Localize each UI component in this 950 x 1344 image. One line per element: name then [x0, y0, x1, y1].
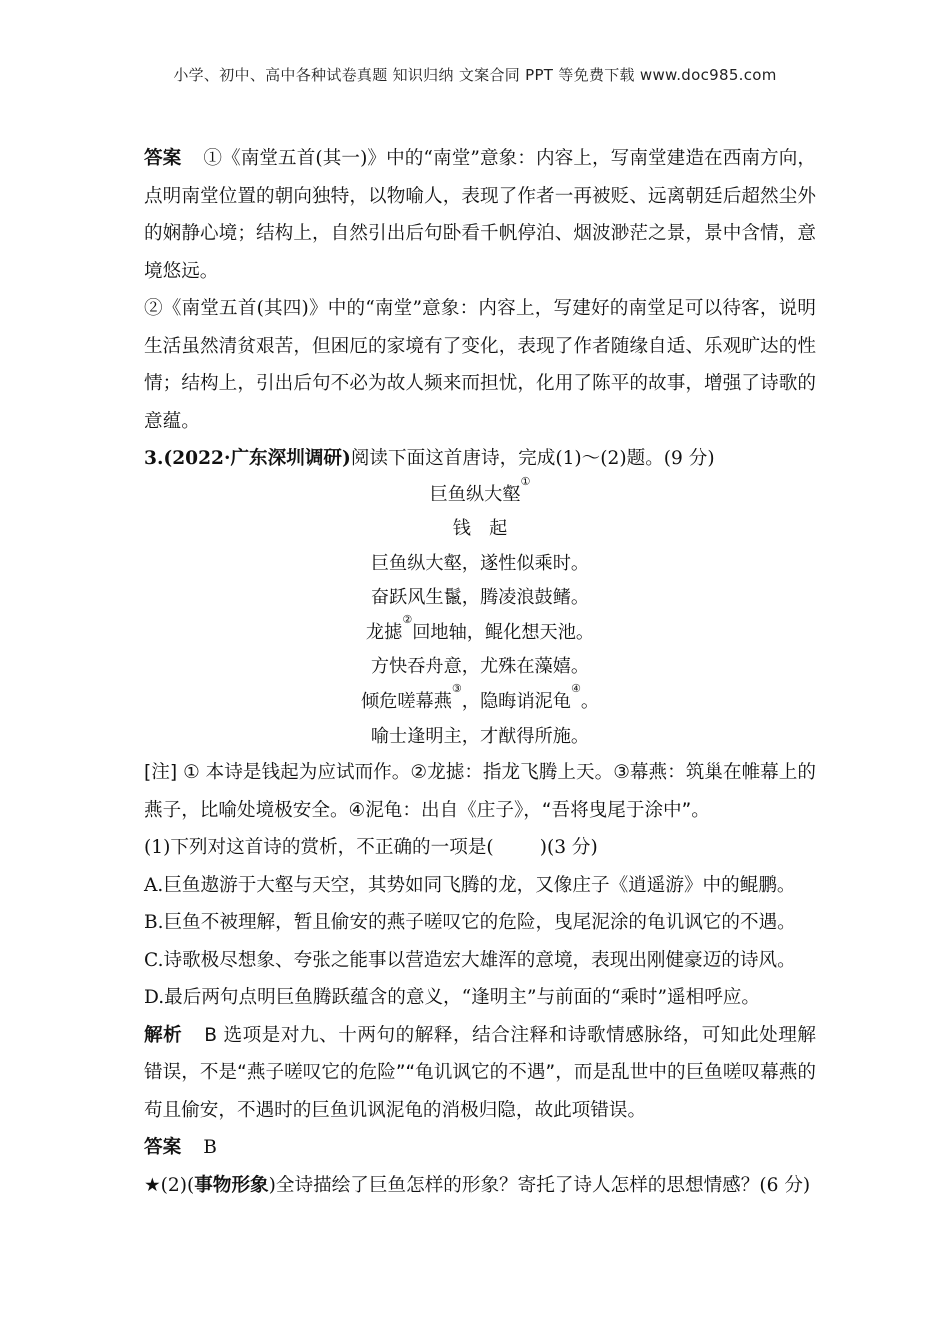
- poem-notes: [注] ① 本诗是钱起为应试而作。②龙摅：指龙飞腾上天。③幕燕：筑巢在帷幕上的燕子，比喻处境极安全。④泥龟：出自《庄子》，“吾将曳尾于涂中”。: [144, 762, 816, 821]
- answer-label: 答案: [144, 1137, 182, 1159]
- footnote-marker: ②: [402, 612, 413, 626]
- poem-title: 巨鱼纵大壑①: [429, 474, 531, 505]
- sub-question-1-stem: (1)下列对这首诗的赏析，不正确的一项是( )(3 分): [144, 837, 598, 859]
- option-d: D.最后两句点明巨鱼腾跃蕴含的意义，“逢明主”与前面的“乘时”遥相呼应。: [144, 987, 760, 1009]
- question-source: (2022·广东深圳调研): [163, 448, 351, 469]
- poem-line: 倾危嗟幕燕③，隐晦诮泥龟④。: [360, 682, 600, 713]
- document-body: [144, 140, 816, 1204]
- answer-label: 答案: [144, 148, 182, 169]
- question-prompt: 阅读下面这首唐诗，完成(1)～(2)题。(9 分): [350, 448, 715, 469]
- poem-line: 喻士逢明主，才猷得所施。: [370, 725, 590, 747]
- q2-answer-2: ②《南堂五首(其四)》中的“南堂”意象：内容上，写建好的南堂足可以待客，说明生活虽然清贫艰苦，但困厄的家境有了变化，表现了作者随缘自适、乐观旷达的性情；结构上，引出后句不必为故人频来而担忧，化用了陈平的故事，增强了诗歌的意蕴。: [144, 298, 816, 432]
- star-icon: ★: [144, 1174, 161, 1196]
- poem-line: 巨鱼纵大壑，遂性似乘时。: [370, 552, 590, 574]
- q2-answer-1: [144, 140, 816, 290]
- sub-question-2: ★(2)(事物形象)全诗描绘了巨鱼怎样的形象？寄托了诗人怎样的思想情感？(6 分): [144, 1174, 811, 1196]
- poem-line: 奋跃风生鬣，腾凌浪鼓鳍。: [370, 587, 590, 609]
- option-c: C.诗歌极尽想象、夸张之能事以营造宏大雄浑的意境，表现出刚健豪迈的诗风。: [144, 949, 796, 971]
- footnote-marker: ③: [451, 682, 462, 696]
- poem: [144, 474, 816, 755]
- question-number: 3.: [144, 448, 164, 469]
- q3-heading: [144, 440, 816, 478]
- poem-line: 方快吞舟意，尤殊在藻嬉。: [370, 656, 590, 678]
- footnote-marker: ④: [570, 682, 581, 696]
- analysis-text: B 选项是对九、十两句的解释，结合注释和诗歌情感脉络，可知此处理解错误，不是“燕子嗟叹它的危险”“龟讥讽它的不遇”，而是乱世中的巨鱼嗟叹幕燕的苟且偷安，不遇时的巨鱼讥讽泥龟的消极归隐，故此项错误。: [144, 1024, 816, 1121]
- footnote-marker: ①: [520, 474, 531, 488]
- sub-question-1-answer: [144, 1129, 816, 1167]
- answer-value: B: [203, 1137, 217, 1159]
- option-b: B.巨鱼不被理解，暂且偷安的燕子嗟叹它的危险，曳尾泥涂的龟讥讽它的不遇。: [144, 912, 796, 934]
- page-header: 小学、初中、高中各种试卷真题 知识归纳 文案合同 PPT 等免费下载 www.doc985.com: [173, 66, 777, 84]
- poem-line: 龙摅②回地轴，鲲化想天池。: [365, 612, 595, 643]
- question-tag: 事物形象: [194, 1174, 269, 1196]
- option-a: A.巨鱼遨游于大壑与天空，其势如同飞腾的龙，又像庄子《逍遥游》中的鲲鹏。: [144, 874, 796, 896]
- answer-text-1: ①《南堂五首(其一)》中的“南堂”意象：内容上，写南堂建造在西南方向，点明南堂位置的朝向独特，以物喻人，表现了作者一再被贬、远离朝廷后超然尘外的娴静心境；结构上，自然引出后句卧看千帆停泊、烟波渺茫之景，景中含情，意境悠远。: [144, 148, 816, 282]
- poem-author: 钱 起: [452, 518, 508, 540]
- analysis: [144, 1017, 816, 1130]
- analysis-label: 解析: [144, 1024, 183, 1046]
